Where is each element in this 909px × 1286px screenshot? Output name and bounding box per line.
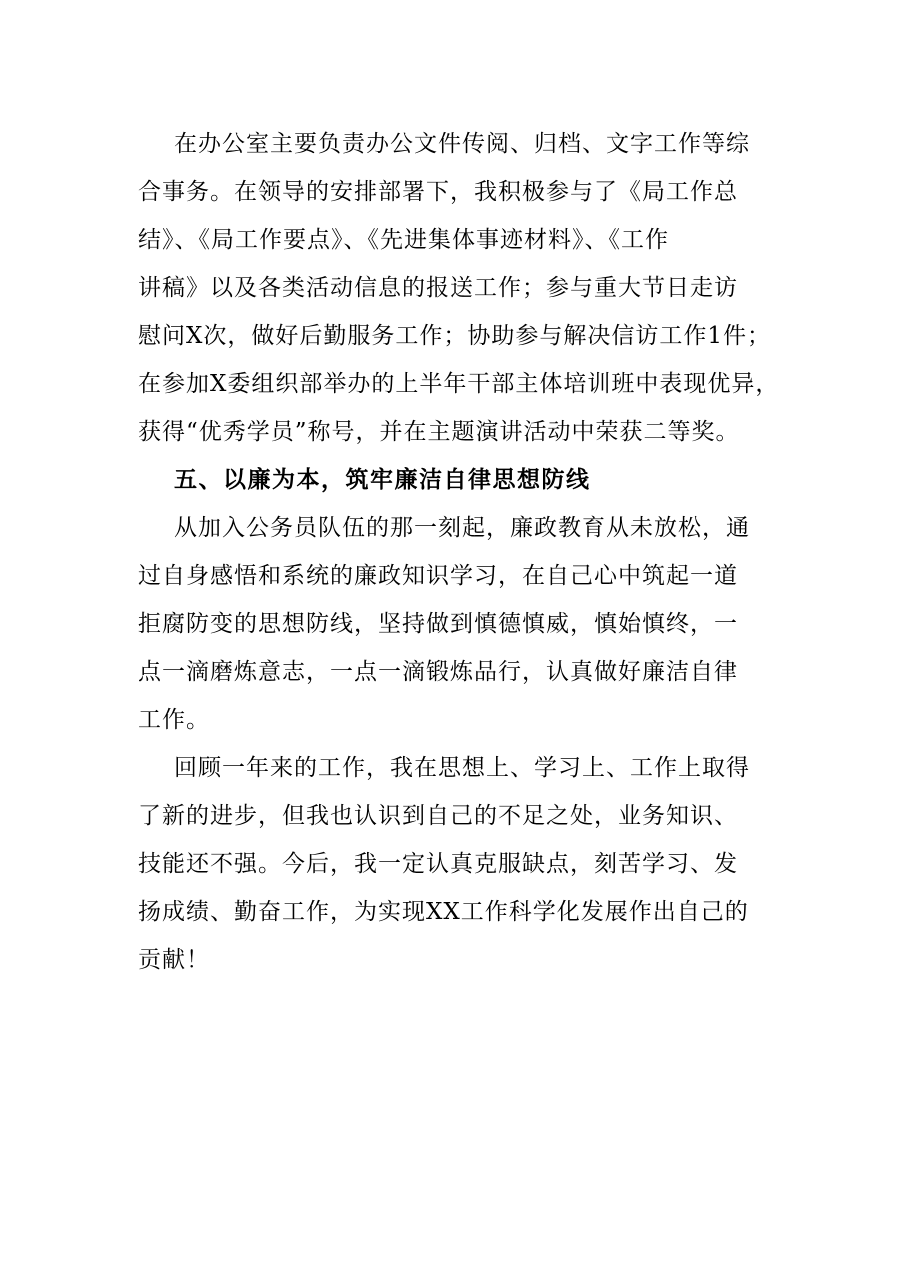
text-line: 技能还不强。今后，我一定认真克服缺点，刻苦学习、发 (138, 851, 738, 877)
text-line: 了新的进步，但我也认识到自己的不足之处，业务知识、 (138, 803, 738, 829)
text-line: 过自身感悟和系统的廉政知识学习，在自己心中筑起一道 (138, 563, 738, 589)
text-line: 获得“优秀学员”称号，并在主题演讲活动中荣获二等奖。 (138, 419, 740, 445)
text-line: 慰问X次，做好后勤服务工作；协助参与解决信访工作1件； (138, 323, 772, 349)
text-line: 工作。 (138, 707, 210, 733)
text-line: 讲稿》以及各类活动信息的报送工作；参与重大节日走访 (138, 275, 738, 301)
text-line: 拒腐防变的思想防线，坚持做到慎德慎威，慎始慎终，一 (138, 611, 738, 637)
text-line: 贡献！ (138, 947, 210, 973)
text-line: 从加入公务员队伍的那一刻起，廉政教育从未放松，通 (174, 515, 750, 541)
text-line: 在办公室主要负责办公文件传阅、归档、文字工作等综 (174, 131, 750, 157)
text-line: 扬成绩、勤奋工作，为实现XX工作科学化发展作出自己的 (138, 899, 749, 925)
text-line: 点一滴磨炼意志，一点一滴锻炼品行，认真做好廉洁自律 (138, 659, 738, 685)
text-line: 结》、《局工作要点》、《先进集体事迹材料》、《工作 (138, 227, 669, 253)
section-heading: 五、以廉为本，筑牢廉洁自律思想防线 (174, 466, 591, 493)
text-line: 在参加X委组织部举办的上半年干部主体培训班中表现优异， (138, 371, 780, 397)
text-line: 合事务。在领导的安排部署下，我积极参与了《局工作总 (138, 179, 738, 205)
text-line: 回顾一年来的工作，我在思想上、学习上、工作上取得 (174, 755, 750, 781)
